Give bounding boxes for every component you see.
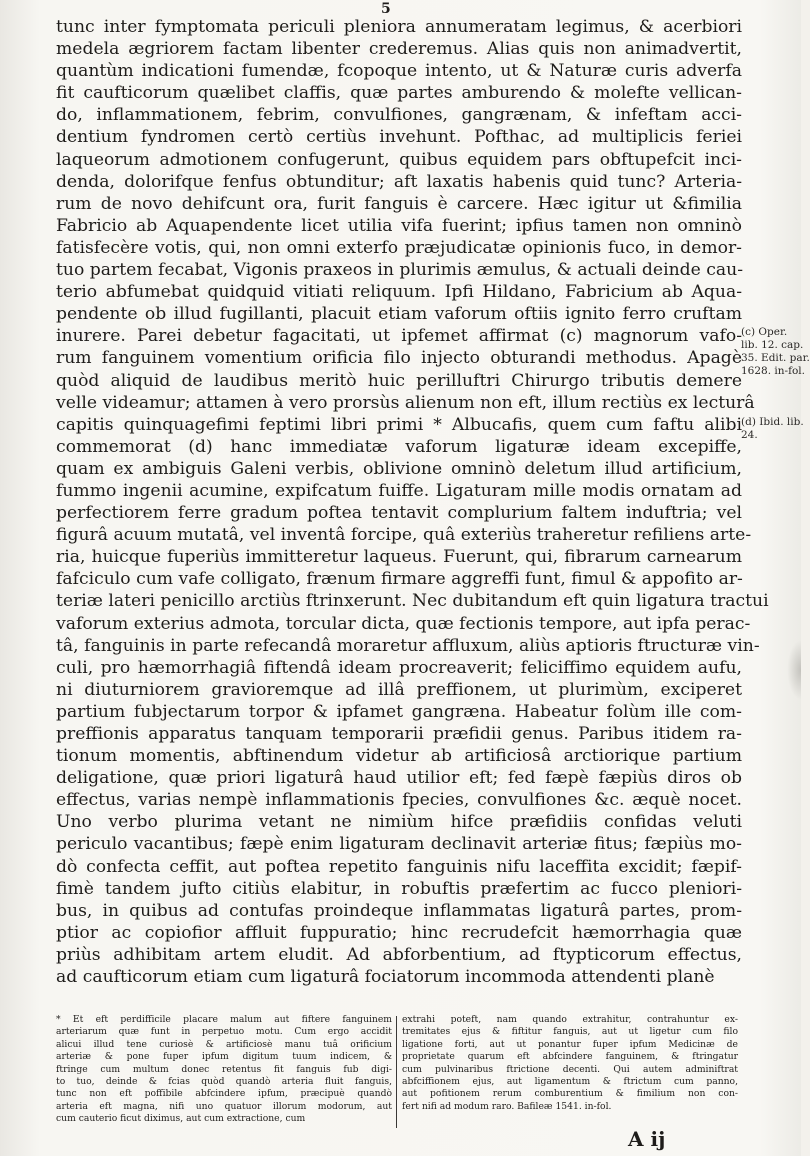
text-line: fimè tandem jufto citiùs elabitur, in robuftis præfertim ac fucco pleniori- xyxy=(56,878,742,899)
text-line: culi, pro hæmorrhagiâ fiftendâ ideam procreaverit; feliciffimo equidem aufu, xyxy=(56,657,742,678)
text-line: denda, dolorifque fenfus obtunditur; aft laxatis habenis quid tunc? Arteria- xyxy=(56,171,742,192)
footnote-line: ftringe cum multum donec retentus fit fanguis fub digi- xyxy=(56,1063,392,1075)
footnote-line: tremitates ejus & fiftitur fanguis, aut ut ligetur cum filo xyxy=(402,1026,738,1038)
footnote-line: abfciffionem ejus, aut ligamentum & ftrictum cum panno, xyxy=(402,1075,738,1087)
text-line: quam ex ambiguis Galeni verbis, oblivione omninò deletum illud artificium, xyxy=(56,458,742,479)
footnote-line: ligatione forti, aut ut ponantur fuper ipfum Medicinæ de xyxy=(402,1038,738,1050)
text-line: ni diuturniorem gravioremque ad illâ preffionem, ut plurimùm, exciperet xyxy=(56,679,742,700)
text-line: Fabricio ab Aquapendente licet utilia vifa fuerint; ipfius tamen non omninò xyxy=(56,215,742,236)
footnote-line: arteria eft magna, nifi uno quatuor illorum modorum, aut xyxy=(56,1100,392,1112)
footnote-line: fert nifi ad modum raro. Bafileæ 1541. in-fol. xyxy=(402,1100,612,1112)
footnote-line: extrahi poteft, nam quando extrahitur, contrahuntur ex- xyxy=(402,1014,738,1025)
margin-note-c-line: (c) Oper. xyxy=(741,326,788,338)
text-line: effectus, varias nempè inflammationis fpecies, convulfiones &c. æquè nocet. xyxy=(56,790,742,811)
text-line: terio abfumebat quidquid vitiati reliquum. Ipfi Hildano, Fabricium ab Aqua- xyxy=(56,282,742,303)
footnote-column-left xyxy=(56,1014,392,1126)
text-line: vaforum exterius admota, torcular dicta, quæ fectionis tempore, aut ipfa perac- xyxy=(56,613,751,634)
footnote-line: tunc non eft poffibile abfcindere ipfum, præcipuè quandò xyxy=(56,1088,392,1100)
text-line: capitis quinquagefimi feptimi libri primi * Albucafis, quem cum faftu alibi xyxy=(56,414,742,435)
footnote-line: aut pofitionem rerum comburentium & fimilium non con- xyxy=(402,1088,738,1100)
text-line: partium fubjectarum torpor & ipfamet gangræna. Habeatur folùm ille com- xyxy=(56,701,742,722)
footnote-line: * Et eft perdifficile placare malum aut fiftere fanguinem xyxy=(56,1014,392,1025)
text-line: dentium fyndromen certò certiùs invehunt. Pofthac, ad multiplicis feriei xyxy=(56,127,742,148)
text-line: ad caufticorum etiam cum ligaturâ fociatorum incommoda attendenti planè xyxy=(56,967,715,988)
text-line: laqueorum admotionem confugerunt, quibus equidem pars obftupefcit inci- xyxy=(56,149,742,170)
text-line: commemorat (d) hanc immediatæ vaforum ligaturæ ideam excepiffe, xyxy=(56,436,742,457)
footnote-line: arteriarum quæ funt in perpetuo motu. Cum ergo accidit xyxy=(56,1026,392,1038)
margin-note-c-line: lib. 12. cap. xyxy=(741,339,804,351)
footnote-line: proprietate quarum eft abfcindere fanguinem, & ftringatur xyxy=(402,1051,738,1063)
text-line: tâ, fanguinis in parte refecandâ moraretur affluxum, aliùs aptioris ftructuræ vin- xyxy=(56,635,760,656)
text-line: teriæ lateri penicillo arctiùs ftrinxerunt. Nec dubitandum eft quin ligatura tractui xyxy=(56,591,769,612)
text-line: dò confecta ceffit, aut poftea repetito fanguinis nifu laceffita excidit; fæpif- xyxy=(56,856,742,877)
text-line: perfectiorem ferre gradum poftea tentavit complurium faltem induftria; vel xyxy=(56,503,742,524)
text-line: rum fanguinem vomentium orificia filo injecto obturandi methodus. Apagè xyxy=(56,348,742,369)
text-line: preffionis apparatus tanquam temporarii præfidii genus. Paribus itidem ra- xyxy=(56,724,742,744)
text-line: Uno verbo plurima vetant ne nimiùm hifce præfidiis confidas veluti xyxy=(56,812,742,833)
text-line: fit caufticorum quælibet claffis, quæ partes amburendo & molefte vellican- xyxy=(56,83,742,104)
page-top-mark: 5 xyxy=(381,1,391,17)
footnote-line: cum cauterio ficut diximus, aut cum extractione, cum xyxy=(56,1113,306,1125)
text-line: deligatione, quæ priori ligaturâ haud utilior eft; fed fæpè fæpiùs diros ob xyxy=(56,768,742,789)
text-line: ptior ac copiofior affluit fuppuratio; hinc recrudefcit hæmorrhagia quæ xyxy=(56,922,742,943)
text-line: do, inflammationem, febrim, convulfiones, gangrænam, & infeftam acci- xyxy=(56,105,742,126)
text-line: medela ægriorem factam libenter crederemus. Alias quis non animadvertit, xyxy=(56,39,742,60)
text-line: pendente ob illud fugillanti, placuit etiam vaforum oftiis ignito ferro cruftam xyxy=(56,304,742,325)
footnote-line: to tuo, deinde & fcias quòd quandò arteria fluit fanguis, xyxy=(56,1075,392,1087)
text-line: tunc inter fymptomata periculi pleniora annumeratam legimus, & acerbiori xyxy=(56,17,742,37)
text-line: fafciculo cum vafe colligato, frænum firmare aggreffi funt, fimul & appofito ar- xyxy=(56,569,743,590)
footnote-line: cum pulvinaribus ftrictione decenti. Qui autem adminiftrat xyxy=(402,1063,738,1075)
text-line: velle videamur; attamen à vero prorsùs alienum non eft, illum rectiùs ex lecturâ xyxy=(56,392,755,413)
margin-note-c-line: 35. Edit. par. xyxy=(741,352,810,364)
margin-note-c xyxy=(741,326,810,378)
text-line: tionum momentis, abftinendum videtur ab artificiosâ arctiorique partium xyxy=(56,746,742,767)
text-line: rum de novo dehifcunt ora, furit fanguis è carcere. Hæc igitur ut &fimilia xyxy=(56,193,742,214)
text-line: quantùm indicationi fumendæ, fcopoque intento, ut & Naturæ curis adverfa xyxy=(56,61,742,82)
text-line: bus, in quibus ad contufas proindeque inflammatas ligaturâ partes, prom- xyxy=(56,900,742,921)
page-edge-shadow xyxy=(787,640,801,700)
text-line: inurere. Parei debetur fagacitati, ut ipfemet affirmat (c) magnorum vafo- xyxy=(56,326,742,347)
text-line: tuo partem fecabat, Vigonis praxeos in plurimis æmulus, & actuali deinde cau- xyxy=(56,260,744,281)
text-line: figurâ acuum mutatâ, vel inventâ forcipe, quâ exteriùs traheretur refiliens arte- xyxy=(56,525,752,546)
text-line: fatisfecère votis, qui, non omni exterfo præjudicatæ opinionis fuco, in demor- xyxy=(56,237,742,258)
footnote-line: arteriæ & pone fuper ipfum digitum tuum indicem, & xyxy=(56,1051,392,1063)
text-line: priùs adhibitam artem eludit. Ad abforbentium, ad ftypticorum effectus, xyxy=(56,944,742,965)
text-line: fummo ingenii acumine, expifcatum fuiffe. Ligaturam mille modis ornatam ad xyxy=(56,480,742,501)
footnote-column-right xyxy=(402,1014,738,1113)
text-line: quòd aliquid de laudibus meritò huic perilluftri Chirurgo tributis demere xyxy=(56,370,742,391)
margin-note-d-line: (d) Ibid. lib. xyxy=(741,416,804,428)
text-line: periculo vacantibus; fæpè enim ligaturam declinavit arteriæ fitus; fæpiùs mo- xyxy=(56,834,742,855)
signature-mark: A ij xyxy=(628,1127,666,1151)
footnote-line: alicui illud tene curiosè & artificiosè manu tuâ orificium xyxy=(56,1038,392,1050)
text-line: ria, huicque fuperiùs immitteretur laqueus. Fuerunt, qui, fibrarum carnearum xyxy=(56,547,742,568)
margin-note-d-line: 24. xyxy=(741,429,758,441)
margin-note-d xyxy=(741,416,804,442)
margin-note-c-line: 1628. in-fol. xyxy=(741,365,805,377)
